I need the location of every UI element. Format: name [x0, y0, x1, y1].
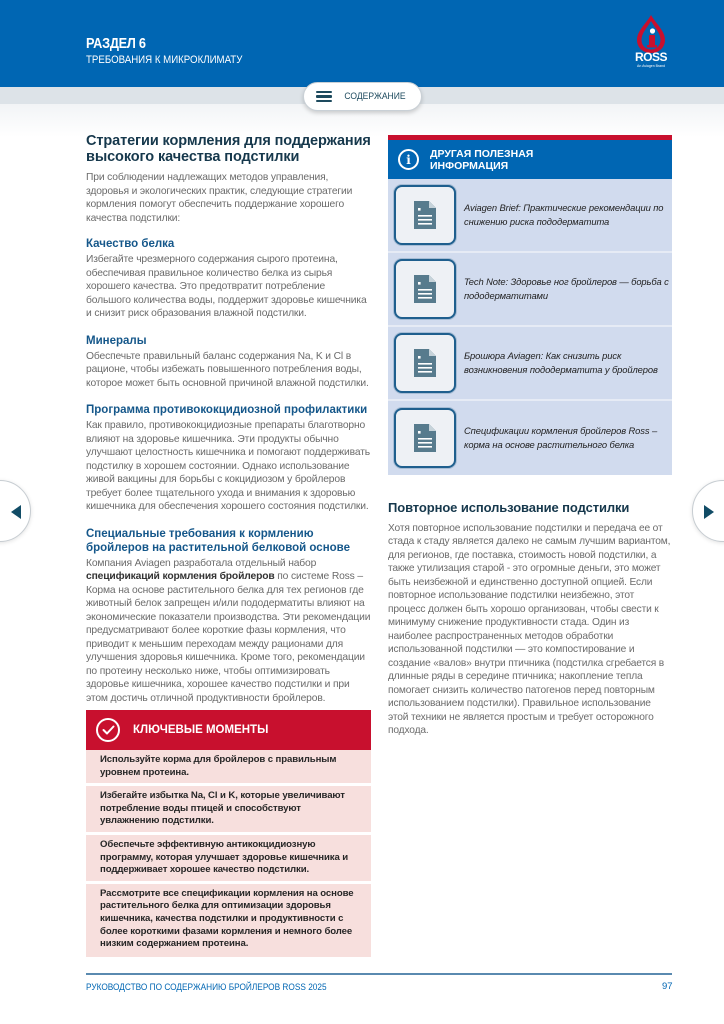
document-icon[interactable] — [394, 259, 456, 319]
subheading-minerals: Минералы — [86, 334, 147, 347]
key-points-title: КЛЮЧЕВЫЕ МОМЕНТЫ — [133, 724, 269, 736]
page-header — [0, 0, 724, 87]
menu-icon — [316, 91, 332, 102]
resource-title[interactable]: Aviagen Brief: Практические рекомендации по снижению риска пододерматита — [464, 202, 664, 227]
paragraph-protein: Избегайте чрезмерного содержания сырого протеина, обеспечивая правильное количество белка из сырья хорошего качества. Это предотвратит потребление большого количества воды, поддержит здоровье кишечника и снизит риск образования влажной подстилки. — [86, 254, 367, 319]
info-title-line2: ИНФОРМАЦИЯ — [430, 159, 509, 172]
key-point-item: Избегайте избытка Na, Cl и K, которые увеличивают потребление воды птицей и способствуют увлажнению подстилки. — [86, 786, 371, 835]
checkmark-icon — [96, 718, 120, 742]
paragraph-minerals: Обеспечьте правильный баланс содержания Na, K и Cl в рационе, чтобы избежать повышенного потребления воды, которое может быть основной причиной влажной подстилки. — [86, 350, 369, 389]
info-header — [388, 140, 672, 179]
resource-title[interactable]: Tech Note: Здоровье ног бройлеров — борьба с пододерматитами — [464, 276, 669, 301]
key-points-box — [86, 710, 371, 957]
reuse-paragraph: Хотя повторное использование подстилки и передача ее от стада к стаду является далеко не самым лучшим вариантом, для регионов, где поставка, стоимость новой подстилки, а также утилизация старой - это огромные деньги, это может быть неизбежной и единственно доступной опцией. Если повторное использование подстилки неизбежно, этот процесс должен быть хорошо организован, чтобы свести к минимуму снижение продуктивности стада. Один из наиболее распространенных методов обработки использованной подстилки — это компостирование и создание «валов» внутри птичника (подстилка сгребается в длинные ряды в середине птичника; накопление тепла помогает снизить количество патогенов перед повторным использованием подстилки). Правильное использование этой техники не является простым и требует осторожного подхода. — [388, 522, 671, 736]
key-point-item: Используйте корма для бройлеров с правильным уровнем протеина. — [86, 750, 371, 786]
info-box — [388, 135, 672, 475]
resource-link[interactable] — [388, 179, 672, 253]
resource-link[interactable] — [388, 253, 672, 327]
toc-label: СОДЕРЖАНИЕ — [344, 91, 406, 102]
info-icon: i — [398, 149, 419, 170]
key-point-item: Обеспечьте эффективную антикокцидиозную программу, которая улучшает здоровье кишечника и поддерживает хорошее качество подстилки. — [86, 835, 371, 884]
ross-logo — [628, 14, 674, 78]
reuse-heading: Повторное использование подстилки — [388, 500, 630, 515]
arrow-right-icon — [704, 505, 714, 519]
intro-paragraph: При соблюдении надлежащих методов управления, здоровья и экологических практик, следующие стратегии кормления помогут обеспечить поддержание хорошего качества подстилки: — [86, 172, 353, 224]
key-point-item: Рассмотрите все спецификации кормления на основе растительного белка для оптимизации здоровья кишечника, качества подстилки и продуктивности с более короткими фазами кормления и немного более низким содержанием протеина. — [86, 884, 371, 957]
logo-text: ROSS — [634, 50, 667, 64]
resource-link[interactable] — [388, 327, 672, 401]
resource-link[interactable] — [388, 401, 672, 475]
arrow-left-icon — [11, 505, 21, 519]
text-post: по системе Ross – Корма на основе растительного белка для тех регионов где животный белок запрещен и/или пододерматиты влияют на экономические показатели производства. Эти рекомендации предусматривают более короткие фазы кормления, что приводит к меньшим переходам между рационами для улучшения здоровья кишечника. Кроме того, рекомендации по протеину несколько ниже, чтобы оптимизировать здоровье кишечника, хорошее качество подстилки и при этом достичь отличной продуктивности бройлеров. — [86, 571, 371, 704]
subheading-vegetable-diet: Специальные требования к кормлению бройлеров на растительной белковой основе — [86, 527, 350, 554]
left-column — [86, 134, 371, 705]
logo-brand: An Aviagen Brand — [637, 64, 665, 68]
document-icon[interactable] — [394, 333, 456, 393]
document-icon[interactable] — [394, 408, 456, 468]
feed-spec-link-text[interactable]: спецификаций кормления бройлеров — [86, 571, 275, 582]
info-title-line1: ДРУГАЯ ПОЛЕЗНАЯ — [430, 147, 534, 160]
previous-page-button[interactable] — [0, 480, 31, 542]
info-title — [430, 148, 533, 172]
subheading-protein: Качество белка — [86, 238, 175, 250]
ross-drop-icon — [628, 14, 674, 54]
resource-title[interactable]: Брошюра Aviagen: Как снизить риск возникновения пододерматита у бройлеров — [464, 350, 658, 375]
page-number: 97 — [662, 981, 673, 992]
section-title: ТРЕБОВАНИЯ К МИКРОКЛИМАТУ — [86, 54, 243, 66]
subheading-coccidiosis: Программа противококцидиозной профилактики — [86, 404, 368, 416]
litter-reuse-section — [388, 500, 672, 738]
key-points-header — [86, 710, 371, 750]
footer-divider — [86, 973, 672, 975]
table-of-contents-button[interactable] — [303, 82, 422, 111]
main-heading: Стратегии кормления для поддержания высокого качества подстилки — [86, 133, 371, 165]
paragraph-coccidiosis: Как правило, противококцидиозные препараты благотворно влияют на здоровье кишечника. Эти продукты обычно улучшают целостность кишечника и помогают поддерживать подстилку в хорошем состоянии. Однако использование живой вакцины для борьбы с кокцидиозом у бройлеров требует более тщательного ухода и внимания к здоровью кишечника для обеспечения хорошего состояния подстилки. — [86, 420, 370, 512]
footer-title: РУКОВОДСТВО ПО СОДЕРЖАНИЮ БРОЙЛЕРОВ ROSS 2025 — [86, 982, 327, 992]
section-number: РАЗДЕЛ 6 — [86, 35, 146, 52]
resource-title[interactable]: Спецификации кормления бройлеров Ross – корма на основе растительного белка — [464, 425, 658, 450]
next-page-button[interactable] — [692, 480, 724, 542]
paragraph-vegetable-diet — [86, 557, 371, 706]
document-icon[interactable] — [394, 185, 456, 245]
text-pre: Компания Aviagen разработала отдельный набор — [86, 557, 317, 569]
